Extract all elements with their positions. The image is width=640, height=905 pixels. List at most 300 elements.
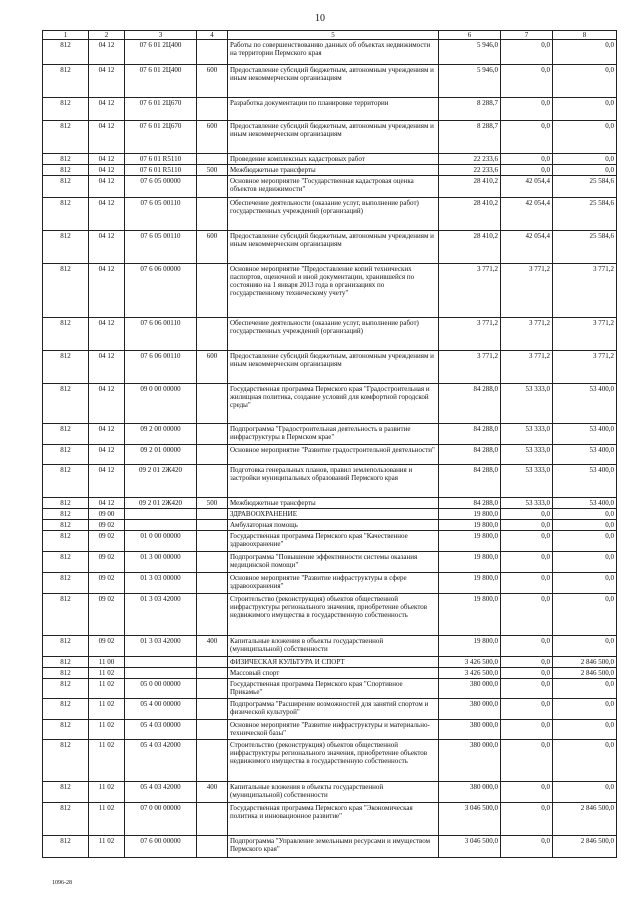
expense-type [197, 720, 228, 740]
target-article: 07 6 01 2Ц400 [125, 65, 197, 98]
row-code: 812 [43, 264, 89, 318]
table-row [43, 836, 617, 858]
amount-col8: 53 400,0 [553, 465, 617, 498]
row-code: 812 [43, 445, 89, 465]
target-article: 01 3 00 00000 [125, 552, 197, 573]
budget-table [42, 30, 617, 858]
expense-type [197, 98, 228, 121]
description: Предоставление субсидий бюджетным, автономным учреждениям и иным некоммерческим организациям [228, 351, 439, 384]
description: Предоставление субсидий бюджетным, автономным учреждениям и иным некоммерческим организациям [228, 65, 439, 98]
amount-col8: 0,0 [553, 636, 617, 657]
section-code: 09 02 [89, 594, 125, 636]
table-row [43, 531, 617, 552]
amount-col8: 0,0 [553, 782, 617, 803]
row-code: 812 [43, 668, 89, 679]
amount-col6: 84 288,0 [439, 498, 501, 509]
amount-col7: 0,0 [501, 668, 553, 679]
table-row [43, 424, 617, 445]
footer-code: 1096-28 [52, 880, 72, 886]
row-code: 812 [43, 720, 89, 740]
amount-col8: 3 771,2 [553, 264, 617, 318]
target-article: 07 6 05 00000 [125, 176, 197, 198]
table-row [43, 351, 617, 384]
amount-col6: 5 946,0 [439, 65, 501, 98]
row-code: 812 [43, 803, 89, 836]
section-code: 04 12 [89, 318, 125, 351]
expense-type [197, 836, 228, 858]
table-row [43, 65, 617, 98]
description: Капитальные вложения в объекты государственной (муниципальной) собственности [228, 782, 439, 803]
amount-col6: 380 000,0 [439, 679, 501, 699]
amount-col6: 380 000,0 [439, 720, 501, 740]
section-code: 09 02 [89, 520, 125, 531]
row-code: 812 [43, 121, 89, 154]
amount-col7: 53 333,0 [501, 465, 553, 498]
description: Основное мероприятие "Развитие инфраструктуры и материально-технической базы" [228, 720, 439, 740]
expense-type [197, 445, 228, 465]
amount-col7: 0,0 [501, 782, 553, 803]
description: Обеспечение деятельности (оказание услуг, выполнение работ) государственных учреждений (организаций) [228, 318, 439, 351]
section-code: 11 02 [89, 740, 125, 782]
expense-type [197, 668, 228, 679]
description: Подпрограмма "Управление земельными ресурсами и имуществом Пермского края" [228, 836, 439, 858]
section-code: 11 02 [89, 803, 125, 836]
row-code: 812 [43, 384, 89, 424]
expense-type: 500 [197, 498, 228, 509]
table-row [43, 176, 617, 198]
description: Межбюджетные трансферты [228, 498, 439, 509]
description: Капитальные вложения в объекты государственной (муниципальной) собственности [228, 636, 439, 657]
section-code: 04 12 [89, 465, 125, 498]
row-code: 812 [43, 498, 89, 509]
target-article [125, 520, 197, 531]
expense-type [197, 318, 228, 351]
amount-col8: 0,0 [553, 699, 617, 720]
amount-col7: 0,0 [501, 836, 553, 858]
row-code: 812 [43, 636, 89, 657]
expense-type: 400 [197, 782, 228, 803]
column-header: 7 [501, 31, 553, 40]
amount-col7: 0,0 [501, 121, 553, 154]
row-code: 812 [43, 520, 89, 531]
amount-col8: 2 846 500,0 [553, 836, 617, 858]
description: Основное мероприятие "Предоставление копий технических паспортов, оценочной и иной документации, хранившейся по состоянию на 1 января 2013 года в организациях по государственному техническому учету" [228, 264, 439, 318]
row-code: 812 [43, 318, 89, 351]
target-article: 01 0 00 00000 [125, 531, 197, 552]
amount-col8: 0,0 [553, 65, 617, 98]
row-code: 812 [43, 509, 89, 520]
amount-col7: 3 771,2 [501, 318, 553, 351]
amount-col6: 22 233,6 [439, 154, 501, 165]
amount-col7: 42 054,4 [501, 198, 553, 231]
description: Государственная программа Пермского края "Экономическая политика и инновационное развитие" [228, 803, 439, 836]
description: Строительство (реконструкция) объектов общественной инфраструктуры регионального значения, приобретение объектов недвижимого имущества в государственную собственность [228, 594, 439, 636]
table-row [43, 121, 617, 154]
amount-col7: 0,0 [501, 98, 553, 121]
table-row [43, 782, 617, 803]
section-code: 09 02 [89, 636, 125, 657]
table-row [43, 573, 617, 594]
section-code: 04 12 [89, 165, 125, 176]
description: ЗДРАВООХРАНЕНИЕ [228, 509, 439, 520]
row-code: 812 [43, 573, 89, 594]
expense-type [197, 176, 228, 198]
row-code: 812 [43, 351, 89, 384]
section-code: 04 12 [89, 231, 125, 264]
amount-col8: 0,0 [553, 531, 617, 552]
amount-col6: 19 800,0 [439, 552, 501, 573]
column-header: 5 [228, 31, 439, 40]
section-code: 04 12 [89, 121, 125, 154]
amount-col6: 19 800,0 [439, 520, 501, 531]
target-article: 05 0 00 00000 [125, 679, 197, 699]
amount-col7: 42 054,4 [501, 176, 553, 198]
table-row [43, 98, 617, 121]
amount-col7: 0,0 [501, 165, 553, 176]
amount-col6: 84 288,0 [439, 384, 501, 424]
target-article: 09 2 00 00000 [125, 424, 197, 445]
table-row [43, 384, 617, 424]
amount-col8: 0,0 [553, 98, 617, 121]
section-code: 04 12 [89, 65, 125, 98]
amount-col8: 0,0 [553, 40, 617, 65]
description: Основное мероприятие "Развитие инфраструктуры в сфере здравоохранения" [228, 573, 439, 594]
target-article: 01 3 03 42000 [125, 636, 197, 657]
amount-col7: 3 771,2 [501, 264, 553, 318]
target-article: 07 6 06 00110 [125, 351, 197, 384]
table-row [43, 803, 617, 836]
expense-type [197, 384, 228, 424]
target-article [125, 668, 197, 679]
target-article: 05 4 03 42000 [125, 740, 197, 782]
section-code: 04 12 [89, 98, 125, 121]
amount-col7: 0,0 [501, 720, 553, 740]
description: Государственная программа Пермского края "Качественное здравоохранение" [228, 531, 439, 552]
amount-col6: 84 288,0 [439, 465, 501, 498]
section-code: 04 12 [89, 176, 125, 198]
table-row [43, 154, 617, 165]
table-row [43, 198, 617, 231]
column-header: 4 [197, 31, 228, 40]
section-code: 11 02 [89, 699, 125, 720]
target-article: 09 0 00 00000 [125, 384, 197, 424]
target-article: 01 3 03 42000 [125, 594, 197, 636]
amount-col6: 19 800,0 [439, 573, 501, 594]
amount-col8: 2 846 500,0 [553, 657, 617, 668]
expense-type [197, 424, 228, 445]
section-code: 11 02 [89, 782, 125, 803]
target-article: 07 6 06 00110 [125, 318, 197, 351]
amount-col7: 0,0 [501, 520, 553, 531]
amount-col7: 0,0 [501, 803, 553, 836]
amount-col6: 22 233,6 [439, 165, 501, 176]
amount-col6: 19 800,0 [439, 594, 501, 636]
expense-type [197, 154, 228, 165]
amount-col8: 53 400,0 [553, 384, 617, 424]
amount-col7: 0,0 [501, 40, 553, 65]
section-code: 04 12 [89, 384, 125, 424]
expense-type [197, 520, 228, 531]
table-row [43, 264, 617, 318]
target-article: 07 6 01 R5110 [125, 154, 197, 165]
page-number: 10 [315, 13, 325, 24]
description: Подготовка генеральных планов, правил землепользования и застройки муниципальных образований Пермского края [228, 465, 439, 498]
table-header-row [43, 31, 617, 40]
amount-col6: 3 046 500,0 [439, 803, 501, 836]
amount-col8: 53 400,0 [553, 498, 617, 509]
description: Проведение комплексных кадастровых работ [228, 154, 439, 165]
amount-col8: 25 584,6 [553, 176, 617, 198]
row-code: 812 [43, 465, 89, 498]
section-code: 09 02 [89, 573, 125, 594]
expense-type [197, 40, 228, 65]
amount-col7: 0,0 [501, 679, 553, 699]
amount-col7: 53 333,0 [501, 384, 553, 424]
row-code: 812 [43, 740, 89, 782]
amount-col6: 380 000,0 [439, 699, 501, 720]
row-code: 812 [43, 782, 89, 803]
description: Основное мероприятие "Государственная кадастровая оценка объектов недвижимости" [228, 176, 439, 198]
expense-type [197, 594, 228, 636]
table-row [43, 668, 617, 679]
table-row [43, 40, 617, 65]
section-code: 11 02 [89, 679, 125, 699]
column-header: 1 [43, 31, 89, 40]
target-article: 05 4 03 42000 [125, 782, 197, 803]
description: Государственная программа Пермского края "Градостроительная и жилищная политика, создание условий для комфортной городской среды" [228, 384, 439, 424]
row-code: 812 [43, 176, 89, 198]
table-row [43, 552, 617, 573]
row-code: 812 [43, 657, 89, 668]
amount-col7: 53 333,0 [501, 424, 553, 445]
amount-col8: 0,0 [553, 121, 617, 154]
amount-col7: 53 333,0 [501, 445, 553, 465]
row-code: 812 [43, 98, 89, 121]
row-code: 812 [43, 165, 89, 176]
target-article [125, 657, 197, 668]
target-article: 07 6 05 00110 [125, 198, 197, 231]
table-row [43, 679, 617, 699]
table-row [43, 318, 617, 351]
row-code: 812 [43, 836, 89, 858]
amount-col8: 2 846 500,0 [553, 668, 617, 679]
amount-col7: 0,0 [501, 573, 553, 594]
section-code: 04 12 [89, 498, 125, 509]
expense-type: 500 [197, 165, 228, 176]
section-code: 11 02 [89, 720, 125, 740]
amount-col8: 0,0 [553, 165, 617, 176]
row-code: 812 [43, 231, 89, 264]
target-article: 07 6 01 2Ц400 [125, 40, 197, 65]
amount-col7: 0,0 [501, 509, 553, 520]
table-row [43, 231, 617, 264]
amount-col7: 0,0 [501, 594, 553, 636]
expense-type [197, 699, 228, 720]
expense-type [197, 531, 228, 552]
description: Работы по совершенствованию данных об объектах недвижимости на территории Пермского края [228, 40, 439, 65]
amount-col7: 0,0 [501, 65, 553, 98]
target-article: 05 4 03 00000 [125, 720, 197, 740]
column-header: 6 [439, 31, 501, 40]
column-header: 3 [125, 31, 197, 40]
row-code: 812 [43, 154, 89, 165]
target-article: 01 3 03 00000 [125, 573, 197, 594]
target-article: 07 6 01 R5110 [125, 165, 197, 176]
amount-col6: 28 410,2 [439, 231, 501, 264]
description: Подпрограмма "Повышение эффективности системы оказания медицинской помощи" [228, 552, 439, 573]
amount-col7: 0,0 [501, 531, 553, 552]
amount-col6: 5 946,0 [439, 40, 501, 65]
expense-type [197, 552, 228, 573]
expense-type [197, 803, 228, 836]
target-article: 09 2 01 2Ж420 [125, 465, 197, 498]
description: Амбулаторная помощь [228, 520, 439, 531]
amount-col6: 8 288,7 [439, 98, 501, 121]
section-code: 11 00 [89, 657, 125, 668]
description: Предоставление субсидий бюджетным, автономным учреждениям и иным некоммерческим организациям [228, 231, 439, 264]
amount-col8: 0,0 [553, 509, 617, 520]
column-header: 2 [89, 31, 125, 40]
amount-col6: 84 288,0 [439, 445, 501, 465]
amount-col8: 3 771,2 [553, 318, 617, 351]
row-code: 812 [43, 552, 89, 573]
row-code: 812 [43, 65, 89, 98]
row-code: 812 [43, 424, 89, 445]
target-article: 07 6 05 00110 [125, 231, 197, 264]
table-row [43, 498, 617, 509]
amount-col8: 53 400,0 [553, 424, 617, 445]
row-code: 812 [43, 699, 89, 720]
expense-type: 600 [197, 121, 228, 154]
description: Предоставление субсидий бюджетным, автономным учреждениям и иным некоммерческим организациям [228, 121, 439, 154]
amount-col6: 28 410,2 [439, 198, 501, 231]
amount-col8: 0,0 [553, 740, 617, 782]
section-code: 04 12 [89, 40, 125, 65]
section-code: 04 12 [89, 264, 125, 318]
amount-col8: 0,0 [553, 594, 617, 636]
amount-col6: 3 771,2 [439, 264, 501, 318]
expense-type: 600 [197, 65, 228, 98]
table-row [43, 465, 617, 498]
amount-col7: 0,0 [501, 154, 553, 165]
table-row [43, 636, 617, 657]
amount-col7: 3 771,2 [501, 351, 553, 384]
expense-type [197, 679, 228, 699]
amount-col8: 53 400,0 [553, 445, 617, 465]
row-code: 812 [43, 594, 89, 636]
expense-type: 600 [197, 351, 228, 384]
table-row [43, 520, 617, 531]
section-code: 04 12 [89, 154, 125, 165]
amount-col8: 2 846 500,0 [553, 803, 617, 836]
target-article: 07 6 01 2Ц670 [125, 98, 197, 121]
amount-col8: 25 584,6 [553, 231, 617, 264]
row-code: 812 [43, 679, 89, 699]
target-article: 07 6 01 2Ц670 [125, 121, 197, 154]
expense-type: 400 [197, 636, 228, 657]
expense-type [197, 740, 228, 782]
amount-col6: 19 800,0 [439, 636, 501, 657]
target-article: 07 0 00 00000 [125, 803, 197, 836]
table-row [43, 740, 617, 782]
amount-col7: 0,0 [501, 636, 553, 657]
amount-col8: 0,0 [553, 552, 617, 573]
expense-type [197, 509, 228, 520]
expense-type [197, 465, 228, 498]
amount-col7: 0,0 [501, 740, 553, 782]
target-article: 05 4 00 00000 [125, 699, 197, 720]
table-row [43, 509, 617, 520]
section-code: 04 12 [89, 198, 125, 231]
amount-col6: 3 771,2 [439, 318, 501, 351]
amount-col6: 3 046 500,0 [439, 836, 501, 858]
section-code: 09 02 [89, 552, 125, 573]
expense-type [197, 573, 228, 594]
expense-type: 600 [197, 231, 228, 264]
section-code: 11 02 [89, 836, 125, 858]
description: Строительство (реконструкция) объектов общественной инфраструктуры регионального значения, приобретение объектов недвижимого имущества в государственную собственность [228, 740, 439, 782]
table-row [43, 594, 617, 636]
description: Разработка документации по планировке территории [228, 98, 439, 121]
row-code: 812 [43, 531, 89, 552]
section-code: 04 12 [89, 445, 125, 465]
section-code: 09 00 [89, 509, 125, 520]
section-code: 09 02 [89, 531, 125, 552]
amount-col6: 8 288,7 [439, 121, 501, 154]
amount-col6: 28 410,2 [439, 176, 501, 198]
amount-col6: 380 000,0 [439, 740, 501, 782]
amount-col8: 3 771,2 [553, 351, 617, 384]
description: Государственная программа Пермского края "Спортивное Прикамье" [228, 679, 439, 699]
amount-col6: 380 000,0 [439, 782, 501, 803]
description: Обеспечение деятельности (оказание услуг, выполнение работ) государственных учреждений (организаций) [228, 198, 439, 231]
amount-col6: 84 288,0 [439, 424, 501, 445]
target-article: 09 2 01 2Ж420 [125, 498, 197, 509]
amount-col8: 0,0 [553, 573, 617, 594]
table-row [43, 165, 617, 176]
amount-col8: 25 584,6 [553, 198, 617, 231]
amount-col6: 3 426 500,0 [439, 668, 501, 679]
amount-col8: 0,0 [553, 720, 617, 740]
description: Подпрограмма "Градостроительная деятельность в развитие инфраструктуры в Пермском крае" [228, 424, 439, 445]
amount-col7: 53 333,0 [501, 498, 553, 509]
amount-col7: 0,0 [501, 699, 553, 720]
amount-col8: 0,0 [553, 154, 617, 165]
amount-col6: 19 800,0 [439, 531, 501, 552]
description: Массовый спорт [228, 668, 439, 679]
target-article: 09 2 01 00000 [125, 445, 197, 465]
expense-type [197, 198, 228, 231]
expense-type [197, 264, 228, 318]
amount-col6: 3 771,2 [439, 351, 501, 384]
amount-col6: 19 800,0 [439, 509, 501, 520]
expense-type [197, 657, 228, 668]
description: Межбюджетные трансферты [228, 165, 439, 176]
amount-col8: 0,0 [553, 520, 617, 531]
target-article: 07 6 06 00000 [125, 264, 197, 318]
target-article [125, 509, 197, 520]
section-code: 04 12 [89, 351, 125, 384]
amount-col6: 3 426 500,0 [439, 657, 501, 668]
target-article: 07 6 00 00000 [125, 836, 197, 858]
table-row [43, 445, 617, 465]
row-code: 812 [43, 40, 89, 65]
amount-col8: 0,0 [553, 679, 617, 699]
table-row [43, 720, 617, 740]
description: ФИЗИЧЕСКАЯ КУЛЬТУРА И СПОРТ [228, 657, 439, 668]
amount-col7: 0,0 [501, 552, 553, 573]
table-row [43, 699, 617, 720]
